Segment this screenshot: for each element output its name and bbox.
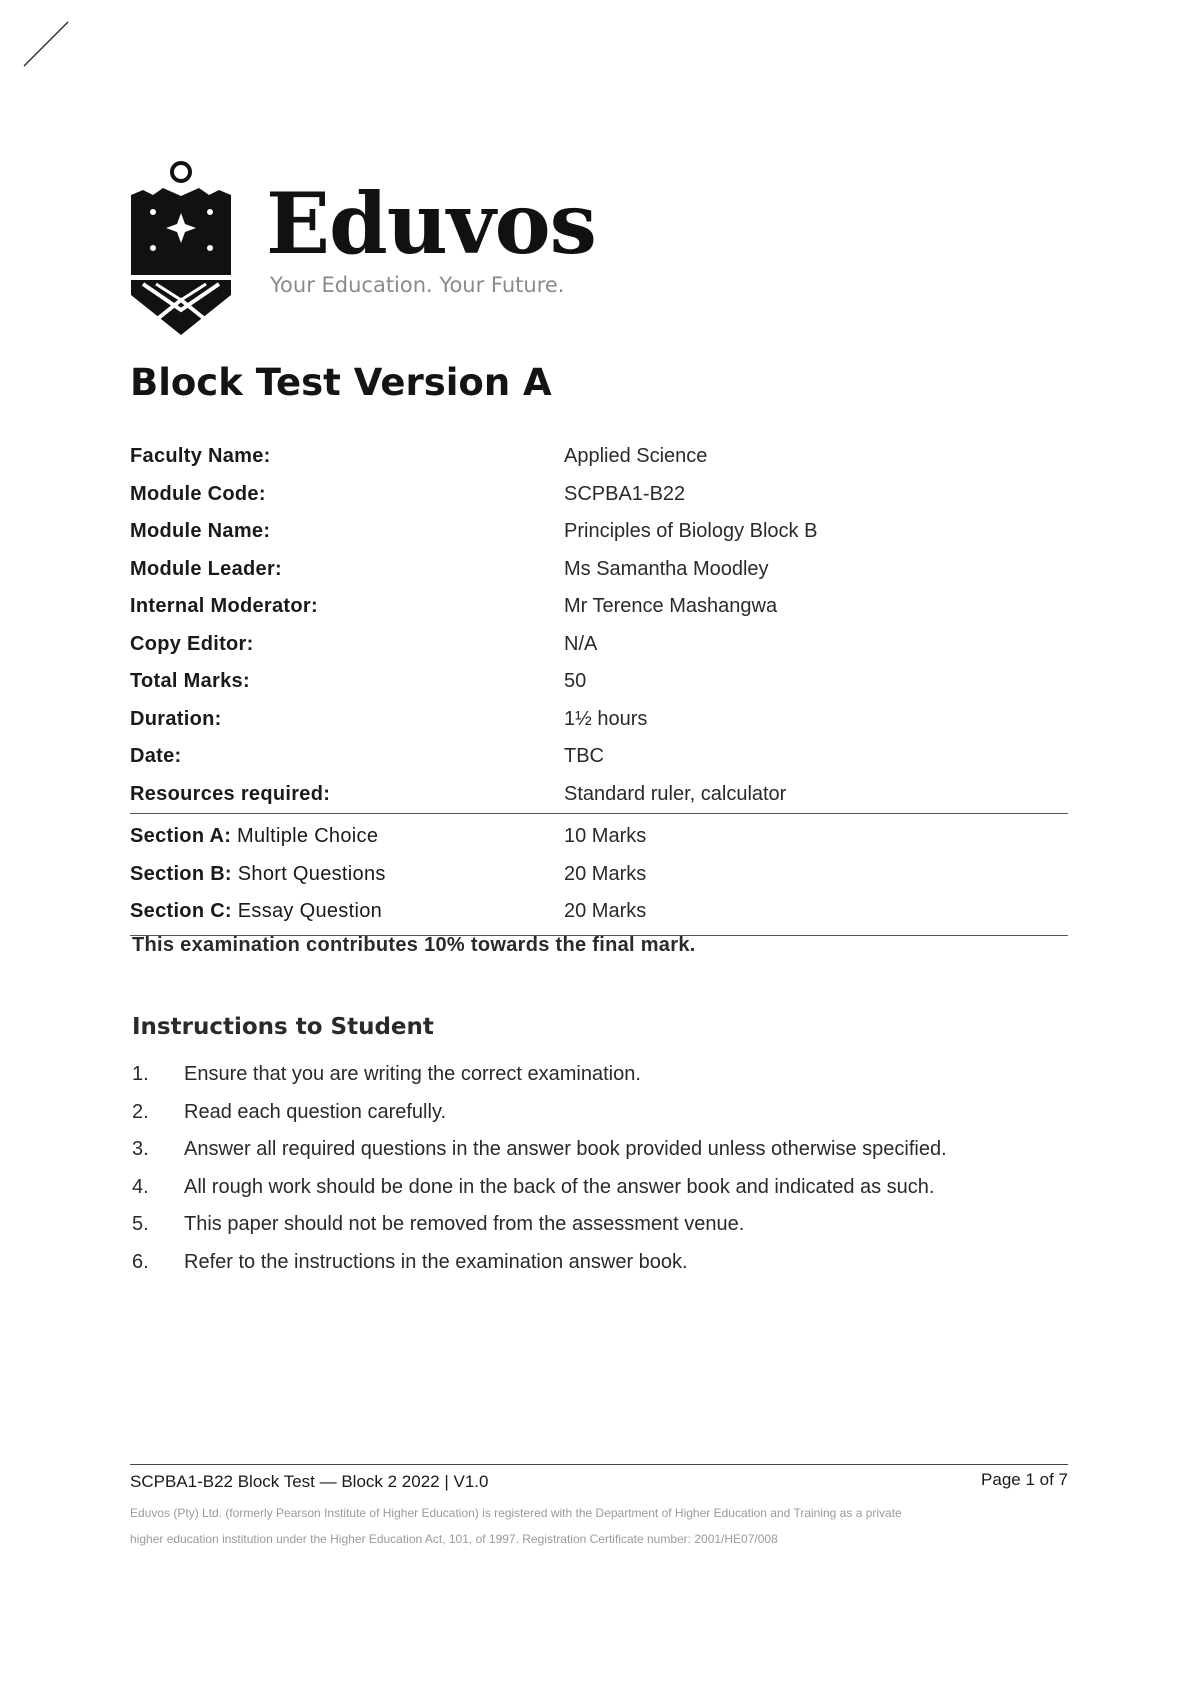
detail-label: Module Leader: bbox=[130, 557, 282, 580]
detail-value: Mr Terence Mashangwa bbox=[564, 595, 778, 618]
footer-legal-text bbox=[130, 1500, 1070, 1552]
brand-tagline: Your Education. Your Future. bbox=[270, 273, 565, 297]
detail-value: Standard ruler, calculator bbox=[564, 782, 787, 805]
detail-value: Principles of Biology Block B bbox=[564, 520, 818, 543]
document-title: Block Test Version A bbox=[130, 361, 552, 404]
section-name: Multiple Choice bbox=[237, 825, 379, 848]
detail-label: Module Name: bbox=[130, 520, 271, 543]
section-label bbox=[130, 900, 564, 923]
footer-legal-line: higher education institution under the Higher Education Act, 101, of 1997. Registration Certificate number: 2001/HE07/008 bbox=[130, 1532, 778, 1546]
detail-label: Faculty Name: bbox=[130, 445, 271, 468]
section-label bbox=[130, 825, 564, 848]
instruction-text: This paper should not be removed from the assessment venue. bbox=[184, 1213, 745, 1236]
detail-label: Total Marks: bbox=[130, 670, 250, 693]
section-label bbox=[130, 863, 564, 886]
section-name: Short Questions bbox=[237, 862, 386, 885]
detail-value: Ms Samantha Moodley bbox=[564, 557, 769, 580]
instruction-item bbox=[132, 1094, 1072, 1132]
detail-row bbox=[130, 476, 1068, 514]
instructions-heading: Instructions to Student bbox=[132, 1014, 434, 1040]
section-key: Section A: bbox=[130, 825, 232, 848]
detail-row bbox=[130, 776, 1068, 814]
brand-name: Eduvos bbox=[266, 174, 596, 273]
detail-label: Module Code: bbox=[130, 482, 266, 505]
detail-label: Resources required: bbox=[130, 782, 331, 805]
detail-label: Copy Editor: bbox=[130, 632, 254, 655]
detail-row bbox=[130, 513, 1068, 551]
instruction-item bbox=[132, 1169, 1072, 1207]
detail-row bbox=[130, 701, 1068, 739]
detail-row bbox=[130, 551, 1068, 589]
detail-value: Applied Science bbox=[564, 445, 708, 468]
instruction-text: All rough work should be done in the back of the answer book and indicated as such. bbox=[184, 1175, 935, 1198]
instruction-number: 6. bbox=[132, 1250, 149, 1273]
detail-label: Internal Moderator: bbox=[130, 595, 318, 618]
instruction-number: 2. bbox=[132, 1100, 149, 1123]
instruction-text: Ensure that you are writing the correct examination. bbox=[184, 1063, 641, 1086]
section-marks: 20 Marks bbox=[564, 900, 647, 923]
instruction-text: Read each question carefully. bbox=[184, 1100, 447, 1123]
instruction-number: 1. bbox=[132, 1063, 149, 1086]
instruction-text: Answer all required questions in the answer book provided unless otherwise specified. bbox=[184, 1138, 947, 1161]
section-marks: 10 Marks bbox=[564, 825, 647, 848]
detail-row bbox=[130, 663, 1068, 701]
instruction-item bbox=[132, 1131, 1072, 1169]
detail-value: 1½ hours bbox=[564, 707, 648, 730]
detail-value: TBC bbox=[564, 745, 604, 768]
detail-value: N/A bbox=[564, 632, 598, 655]
instruction-item bbox=[132, 1056, 1072, 1094]
exam-details-table bbox=[130, 438, 1068, 813]
footer-legal-line: Eduvos (Pty) Ltd. (formerly Pearson Institute of Higher Education) is registered with the Department of Higher Education and Training as a private bbox=[130, 1506, 902, 1520]
detail-row bbox=[130, 588, 1068, 626]
detail-label: Duration: bbox=[130, 707, 222, 730]
section-row bbox=[130, 818, 1068, 856]
instruction-item bbox=[132, 1244, 1072, 1282]
section-key: Section C: bbox=[130, 900, 232, 923]
section-marks: 20 Marks bbox=[564, 862, 647, 885]
footer-document-id: SCPBA1-B22 Block Test — Block 2 2022 | V1.0 bbox=[130, 1472, 489, 1491]
detail-label: Date: bbox=[130, 745, 182, 768]
detail-value: 50 bbox=[564, 670, 587, 693]
instruction-number: 4. bbox=[132, 1175, 149, 1198]
contribution-note: This examination contributes 10% towards the final mark. bbox=[132, 934, 696, 956]
detail-row bbox=[130, 738, 1068, 776]
instruction-item bbox=[132, 1206, 1072, 1244]
instructions-list bbox=[132, 1056, 1072, 1281]
detail-row bbox=[130, 626, 1068, 664]
sections-table bbox=[130, 813, 1068, 936]
footer-page-number: Page 1 of 7 bbox=[981, 1470, 1068, 1489]
section-name: Essay Question bbox=[237, 900, 383, 923]
detail-value: SCPBA1-B22 bbox=[564, 482, 686, 505]
footer-divider bbox=[130, 1464, 1068, 1465]
eduvos-crest-logo bbox=[128, 160, 234, 335]
section-key: Section B: bbox=[130, 862, 232, 885]
pen-mark bbox=[20, 20, 70, 70]
instruction-text: Refer to the instructions in the examination answer book. bbox=[184, 1250, 688, 1273]
instruction-number: 5. bbox=[132, 1213, 149, 1236]
detail-row bbox=[130, 438, 1068, 476]
section-row bbox=[130, 893, 1068, 931]
section-row bbox=[130, 856, 1068, 894]
instruction-number: 3. bbox=[132, 1138, 149, 1161]
